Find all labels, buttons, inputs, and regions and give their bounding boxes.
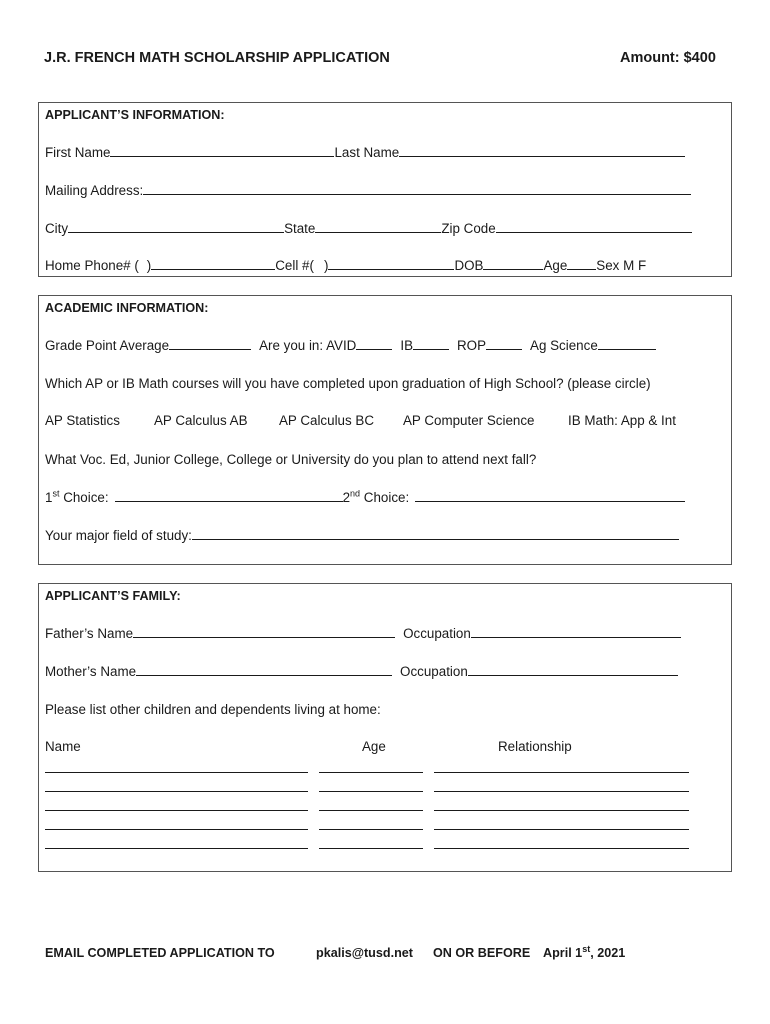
mother-occupation-label: Occupation	[400, 664, 468, 679]
dob-label: DOB	[454, 258, 484, 273]
mailing-address-row	[45, 183, 691, 199]
course-option-ap-computer-science[interactable]: AP Computer Science	[403, 413, 535, 428]
footer-email-instruction: EMAIL COMPLETED APPLICATION TO	[45, 946, 275, 960]
courses-question: Which AP or IB Math courses will you have completed upon graduation of High School? (please circle)	[45, 376, 651, 391]
scholarship-amount: Amount: $400	[620, 50, 716, 66]
cell-label: Cell #(	[275, 258, 314, 273]
dependents-prompt: Please list other children and dependents living at home:	[45, 702, 381, 717]
ib-field[interactable]	[413, 338, 449, 350]
cell-field[interactable]	[328, 258, 454, 270]
footer-email-address[interactable]: pkalis@tusd.net	[316, 946, 413, 960]
mailing-address-label: Mailing Address:	[45, 183, 144, 198]
last-name-field[interactable]	[399, 145, 685, 157]
dependent-age-field[interactable]	[319, 791, 423, 792]
footer-deadline-label: ON OR BEFORE	[433, 946, 531, 960]
father-name-field[interactable]	[133, 626, 395, 638]
family-heading: APPLICANT’S FAMILY:	[45, 589, 181, 603]
form-title: J.R. FRENCH MATH SCHOLARSHIP APPLICATION	[44, 50, 390, 66]
mailing-address-field[interactable]	[143, 183, 691, 195]
major-field[interactable]	[192, 528, 679, 540]
first-choice-label: 1st Choice:	[45, 488, 109, 505]
zip-field[interactable]	[496, 221, 692, 233]
course-option-ib-math[interactable]: IB Math: App & Int	[568, 413, 676, 428]
gpa-label: Grade Point Average	[45, 338, 170, 353]
city-field[interactable]	[68, 221, 284, 233]
gpa-row	[45, 338, 656, 354]
state-label: State	[284, 221, 316, 236]
father-occupation-label: Occupation	[403, 626, 471, 641]
rop-field[interactable]	[486, 338, 522, 350]
first-name-field[interactable]	[110, 145, 334, 157]
dependent-name-field[interactable]	[45, 772, 308, 773]
dependent-age-field[interactable]	[319, 772, 423, 773]
academic-info-section	[38, 295, 732, 565]
course-option-ap-statistics[interactable]: AP Statistics	[45, 413, 120, 428]
mother-occupation-field[interactable]	[468, 664, 678, 676]
applicant-info-heading: APPLICANT’S INFORMATION:	[45, 108, 225, 122]
home-phone-area-field[interactable]	[139, 259, 147, 270]
academic-info-heading: ACADEMIC INFORMATION:	[45, 301, 209, 315]
sex-label: Sex M F	[596, 258, 647, 273]
ib-label: IB	[400, 338, 413, 353]
age-label: Age	[543, 258, 568, 273]
father-occupation-field[interactable]	[471, 626, 681, 638]
dob-field[interactable]	[483, 258, 543, 270]
mother-row	[45, 664, 678, 680]
dependent-name-field[interactable]	[45, 829, 308, 830]
name-row	[45, 145, 685, 161]
state-field[interactable]	[315, 221, 441, 233]
major-row	[45, 528, 679, 544]
dependents-col-age: Age	[362, 739, 386, 754]
home-phone-field[interactable]	[151, 258, 275, 270]
dependent-age-field[interactable]	[319, 810, 423, 811]
dependent-age-field[interactable]	[319, 829, 423, 830]
dependent-relationship-field[interactable]	[434, 848, 689, 849]
dependent-relationship-field[interactable]	[434, 829, 689, 830]
dependent-relationship-field[interactable]	[434, 810, 689, 811]
home-phone-paren: )	[146, 258, 152, 273]
course-option-ap-calculus-bc[interactable]: AP Calculus BC	[279, 413, 375, 428]
dependent-relationship-field[interactable]	[434, 772, 689, 773]
course-option-ap-calculus-ab[interactable]: AP Calculus AB	[154, 413, 248, 428]
avid-field[interactable]	[356, 338, 392, 350]
dependent-name-field[interactable]	[45, 848, 308, 849]
first-choice-field[interactable]	[115, 490, 343, 502]
ag-science-label: Ag Science	[530, 338, 598, 353]
cell-paren: )	[323, 258, 329, 273]
second-choice-field[interactable]	[415, 490, 685, 502]
phone-row	[45, 258, 646, 274]
are-you-in-label: Are you in: AVID	[259, 338, 357, 353]
dependent-name-field[interactable]	[45, 791, 308, 792]
second-choice-label: 2nd Choice:	[342, 488, 410, 505]
cell-area-field[interactable]	[314, 259, 324, 270]
major-label: Your major field of study:	[45, 528, 192, 543]
dependent-relationship-field[interactable]	[434, 791, 689, 792]
ag-science-field[interactable]	[598, 338, 656, 350]
age-field[interactable]	[567, 258, 596, 270]
city-label: City	[45, 221, 69, 236]
city-state-zip-row	[45, 221, 692, 237]
dependents-col-name: Name	[45, 739, 81, 754]
father-name-label: Father’s Name	[45, 626, 134, 641]
mother-name-field[interactable]	[136, 664, 392, 676]
rop-label: ROP	[457, 338, 487, 353]
footer-deadline-date: April 1st, 2021	[543, 943, 626, 960]
choices-row	[45, 490, 685, 506]
dependents-col-relationship: Relationship	[498, 739, 572, 754]
first-name-label: First Name	[45, 145, 111, 160]
last-name-label: Last Name	[334, 145, 400, 160]
zip-label: Zip Code	[441, 221, 496, 236]
gpa-field[interactable]	[169, 338, 251, 350]
dependent-name-field[interactable]	[45, 810, 308, 811]
father-row	[45, 626, 681, 642]
mother-name-label: Mother’s Name	[45, 664, 137, 679]
home-phone-label: Home Phone# (	[45, 258, 139, 273]
school-question: What Voc. Ed, Junior College, College or University do you plan to attend next fall?	[45, 452, 537, 467]
dependent-age-field[interactable]	[319, 848, 423, 849]
